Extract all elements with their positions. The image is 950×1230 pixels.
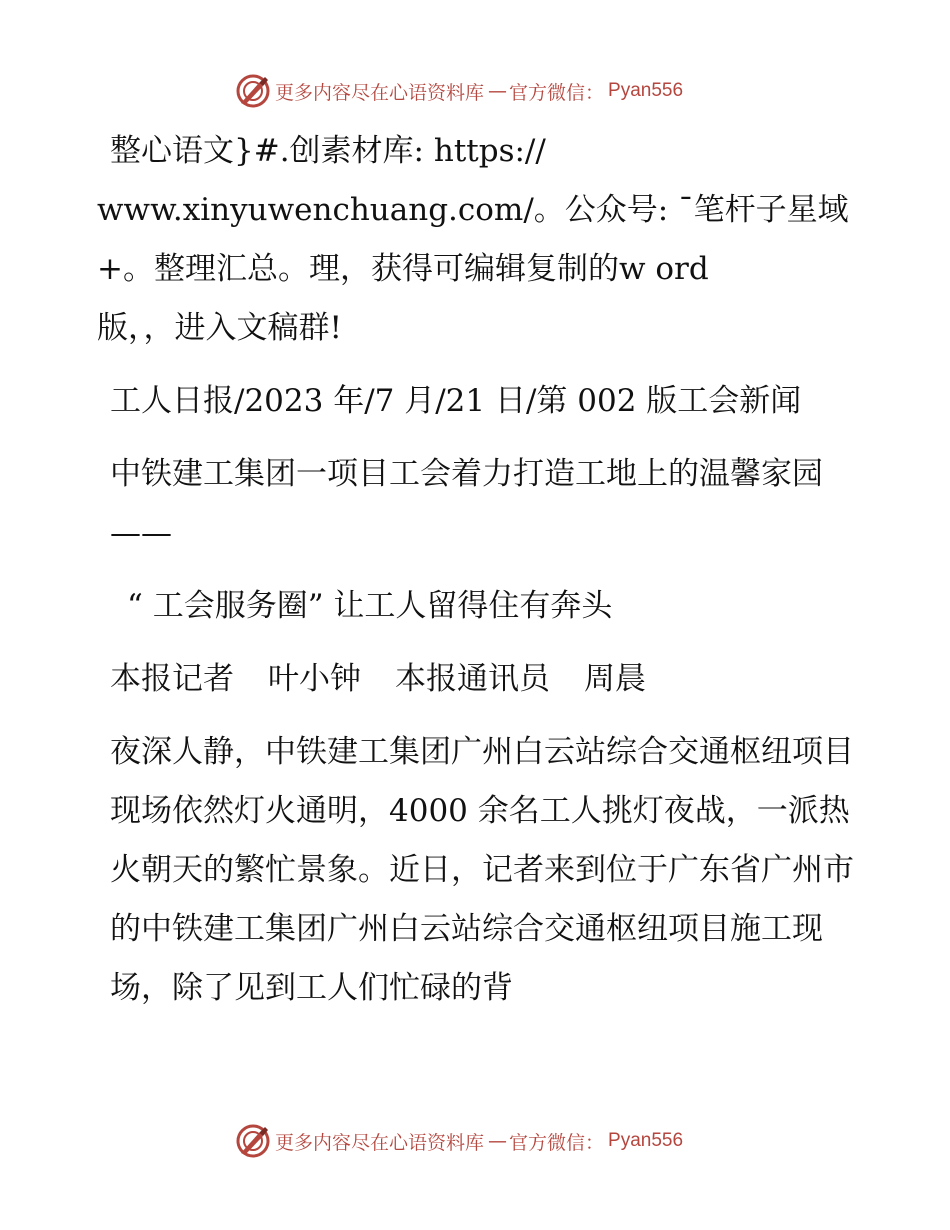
body-paragraph: 夜深人静，中铁建工集团广州白云站综合交通枢纽项目现场依然灯火通明，4000 余名工人挑灯夜战，一派热火朝天的繁忙景象。近日，记者来到位于广东省广州市的中铁建工集团广州白云站综合交通枢纽项目施工现场，除了见到工人们忙碌的背 xyxy=(110,734,854,1006)
footer-site-text: 更多内容尽在心语资料库 xyxy=(275,1131,485,1154)
intro-line-4: 版，，进入文稿群! xyxy=(97,310,342,346)
subheadline: “ 工会服务圈” 让工人留得住有奔头 xyxy=(127,588,613,624)
header-site-text: 更多内容尽在心语资料库 xyxy=(275,81,485,104)
correspondent-name: 周晨 xyxy=(584,661,646,697)
reporter-name: 叶小钟 xyxy=(268,661,361,697)
byline xyxy=(97,650,857,709)
intro-line-3: +。整理汇总。理，获得可编辑复制的w ord xyxy=(97,251,709,287)
footer-banner xyxy=(235,1121,755,1161)
footer-wechat-label: 官方微信： xyxy=(509,1131,605,1154)
document-body xyxy=(97,122,857,1032)
header-banner xyxy=(235,71,755,111)
reporter-label: 本报记者 xyxy=(110,661,234,697)
correspondent-label: 本报通讯员 xyxy=(395,661,550,697)
intro-paragraph xyxy=(97,122,857,358)
pen-seal-logo-icon xyxy=(235,73,271,109)
footer-wechat-id: Pyan556 xyxy=(608,1130,684,1151)
footer-dash: — xyxy=(488,1130,506,1152)
source-line: 工人日报/2023 年/7 月/21 日/第 002 版工会新闻 xyxy=(110,383,802,419)
header-dash: — xyxy=(488,80,506,102)
header-wechat-id: Pyan556 xyxy=(608,80,684,101)
headline: 中铁建工集团一项目工会着力打造工地上的温馨家园—— xyxy=(110,456,823,551)
intro-line-1: 整心语文}#.创素材库: https:// xyxy=(110,133,546,169)
intro-line-2: www.xinyuwenchuang.com/。公众号: ¯笔杆子星域 xyxy=(97,192,849,228)
header-wechat-label: 官方微信： xyxy=(509,81,605,104)
pen-seal-logo-icon xyxy=(235,1123,271,1159)
